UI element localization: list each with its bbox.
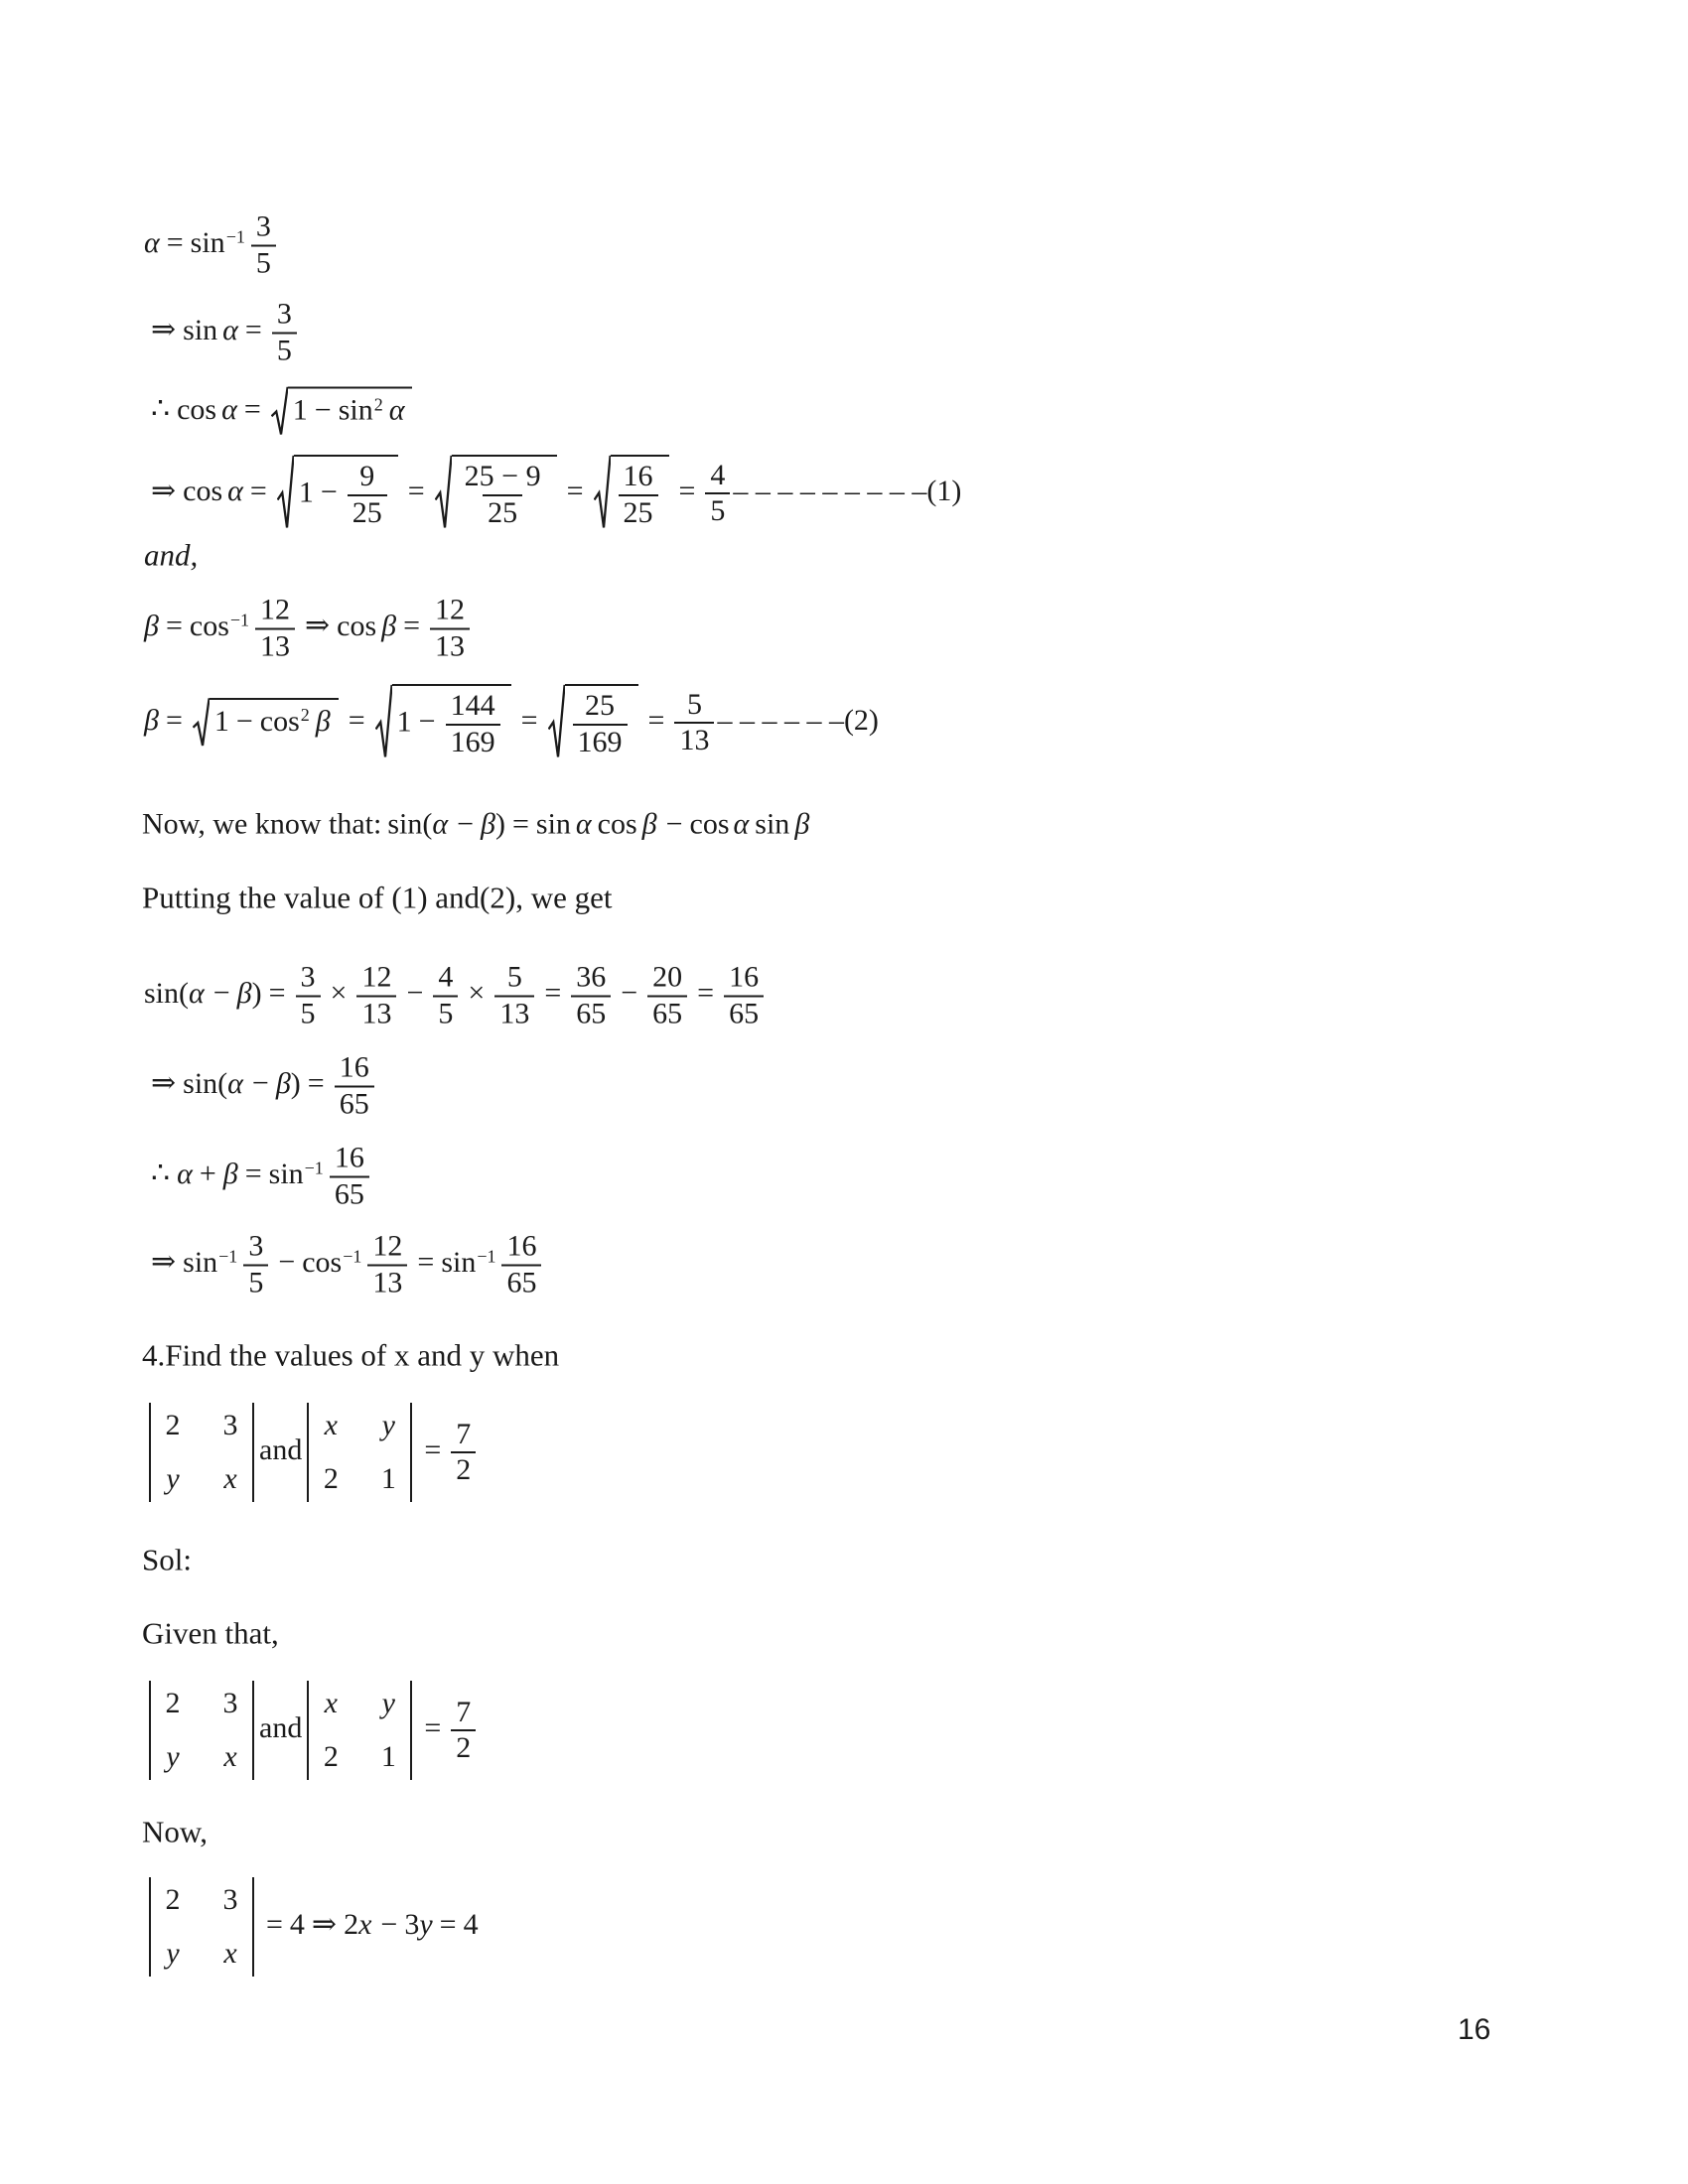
numerator: 4 [438,960,454,994]
math-operator: = [166,225,184,259]
math-variable: α [221,392,237,426]
math-variable: β [641,807,657,841]
math-superscript: −1 [225,226,245,247]
math-text: sin [268,1157,304,1190]
fraction [724,961,764,1031]
math-text: Now, we know that: [142,807,382,841]
text-and: and, [144,537,199,573]
math-variable: α [733,807,750,841]
math-variable: α [388,393,405,427]
math-text: cos [337,609,377,642]
numerator: 5 [506,960,522,994]
eq-det-solve [144,1877,479,1977]
determinant-cell: 3 [222,1409,238,1441]
math-superscript: −1 [218,1246,238,1267]
fraction [446,689,500,759]
math-text: sin( [144,976,189,1010]
denominator: 2 [451,1729,476,1766]
numerator: 12 [361,960,392,994]
determinant-cell: x [324,1409,338,1441]
math-variable: α [222,313,238,346]
numerator: 25 − 9 [464,460,541,492]
determinant-cell: y [166,1740,180,1773]
math-text: cos [302,1245,343,1279]
fraction [251,210,276,281]
numerator: 3 [276,297,292,331]
math-superscript: 2 [300,705,310,726]
text-now: Now, [142,1814,209,1849]
math-operator: − [380,1907,398,1941]
fraction [433,961,458,1031]
square-root [548,684,638,761]
math-variable: α [177,1157,193,1190]
denominator: 13 [356,995,396,1031]
math-superscript: −1 [229,610,250,630]
math-operator: = [424,1433,442,1466]
math-operator: ⇒ [151,1245,177,1279]
fraction [367,1230,407,1300]
math-operator: ⇒ [151,474,177,507]
radical-icon [548,684,565,761]
math-text: 3 [404,1907,420,1941]
denominator: 13 [367,1264,407,1300]
math-text: cos [177,392,217,426]
math-operator: = [244,313,262,346]
text-question-4: 4.Find the values of x and y when [142,1337,560,1373]
denominator: 65 [501,1264,541,1300]
square-root [277,455,398,532]
determinant-cell: 1 [380,1462,396,1495]
math-text: 1 [213,704,229,738]
square-root [271,387,413,438]
denominator: 13 [494,995,534,1031]
math-variable: α [189,976,205,1010]
math-operator: + [199,1157,216,1190]
fraction [619,460,658,530]
math-variable: β [315,704,331,738]
radicand [288,387,413,438]
math-text: sin [183,1245,218,1279]
radicand [611,455,669,532]
math-variable: x [358,1907,372,1941]
math-text: cos [183,474,223,507]
math-operator: ∴ [151,392,171,426]
math-text: sin [338,393,373,427]
line-identity [142,805,809,843]
text-sol: Sol: [142,1542,192,1577]
math-text: sin [441,1245,477,1279]
math-operator: = [424,1710,442,1744]
math-variable: y [419,1907,433,1941]
math-operator: = [243,392,261,426]
fraction [451,1418,476,1488]
math-superscript: 2 [373,394,383,415]
math-operator: = [544,976,562,1010]
math-operator: = [266,1907,283,1941]
eq-alpha-def [144,210,279,281]
fraction [330,1142,369,1212]
fraction [255,594,295,664]
eq-sin-alpha [144,298,300,368]
math-variable: β [144,609,159,642]
math-superscript: −1 [477,1246,496,1267]
denominator: 5 [251,244,276,281]
math-superscript: −1 [304,1158,324,1178]
fraction [705,459,730,529]
math-variable: β [481,807,495,841]
determinant-cell: 1 [380,1740,396,1773]
math-text: sin [190,225,225,259]
radical-icon [271,387,288,438]
math-operator: = [403,609,421,642]
denominator: 65 [724,995,764,1031]
text-given: Given that, [142,1615,279,1651]
fraction [335,1051,374,1122]
denominator: 65 [330,1175,369,1212]
denominator: 65 [647,995,687,1031]
math-text: ) [494,807,505,841]
math-text: and [259,1433,303,1466]
eq-beta-def [144,594,473,664]
math-text: cos [689,807,730,841]
radicand [452,455,557,532]
numerator: 36 [576,960,607,994]
math-operator: = [678,474,696,507]
numerator: 5 [686,687,702,721]
math-operator: = [566,474,584,507]
math-operator: − [665,807,683,841]
denominator: 25 [619,494,658,531]
fraction [356,961,396,1031]
math-text: 1 [298,476,314,509]
math-operator: = [647,703,665,737]
math-text: cos [189,609,229,642]
radicand [565,684,638,761]
determinant-cell: x [223,1740,237,1773]
radical-icon [375,684,392,761]
denominator: 65 [335,1085,374,1122]
numerator: 3 [248,1229,264,1263]
numerator: 16 [339,1050,369,1084]
determinant [149,1403,254,1502]
math-variable: β [236,976,252,1010]
denominator: 13 [430,627,470,664]
determinant [307,1681,412,1780]
math-variable: β [794,807,810,841]
numerator: 9 [359,460,375,492]
math-operator: = [697,976,715,1010]
eq-det-given-2 [144,1681,479,1780]
math-operator: − [235,704,253,738]
numerator: 3 [255,209,271,243]
math-variable: β [275,1066,291,1100]
radical-icon [435,455,452,532]
math-text: 2 [344,1907,359,1941]
determinant-cell: 2 [323,1462,339,1495]
denominator: 25 [348,494,387,531]
determinant-cell: 2 [165,1409,181,1441]
math-operator: ∴ [151,1157,171,1190]
numerator: 7 [456,1695,472,1728]
determinant-cell: x [324,1687,338,1719]
page-number: 16 [1458,2013,1491,2046]
denominator: 13 [674,722,714,758]
math-operator: − [320,476,338,509]
determinant [149,1877,254,1977]
fraction [243,1230,268,1300]
eq-beta-value [144,684,879,761]
math-operator: = [511,807,529,841]
math-operator: − [418,705,436,739]
math-text: – – – – – –(2) [717,703,879,737]
math-text: 4 [463,1907,479,1941]
math-variable: α [432,807,449,841]
math-text: 1 [292,393,308,427]
math-operator: = [165,703,183,737]
math-operator: = [407,474,425,507]
math-text: cos [597,807,637,841]
numerator: 144 [450,689,495,722]
eq-sin-diff-result [144,1051,377,1122]
determinant-cell: y [166,1937,180,1970]
math-operator: = [307,1066,325,1100]
denominator: 2 [451,1451,476,1488]
math-text: 1 [396,705,412,739]
fraction [571,961,611,1031]
math-text: 4 [289,1907,305,1941]
math-operator: − [212,976,230,1010]
denominator: 5 [433,995,458,1031]
math-operator: = [348,703,365,737]
math-operator: = [249,474,267,507]
eq-cos-value [144,455,961,532]
determinant-cell: 2 [165,1687,181,1719]
fraction [272,298,297,368]
math-operator: = [439,1907,457,1941]
fraction [674,688,714,758]
determinant-cell: 3 [222,1687,238,1719]
math-text: sin( [183,1066,228,1100]
eq-final [144,1230,544,1300]
numerator: 16 [623,460,653,492]
math-text: – – – – – – – – –(1) [733,474,962,507]
determinant-cell: x [223,1462,237,1495]
square-root [435,455,557,532]
fraction [460,460,546,530]
numerator: 12 [260,593,291,626]
math-variable: α [227,1066,243,1100]
math-operator: = [244,1157,262,1190]
fraction [647,961,687,1031]
denominator: 169 [446,724,500,760]
math-operator: − [314,393,332,427]
fraction [573,689,628,759]
eq-det-given-1 [144,1403,479,1502]
determinant-cell: y [381,1409,395,1441]
determinant-cell: y [381,1687,395,1719]
math-variable: α [144,225,160,259]
math-variable: β [381,609,397,642]
radicand [392,684,511,761]
math-operator: × [468,976,486,1010]
text-putting: Putting the value of (1) and(2), we get [142,880,613,915]
fraction [451,1696,476,1766]
math-operator: ⇒ [151,313,177,346]
math-operator: − [278,1245,296,1279]
fraction [296,961,321,1031]
math-operator: ⇒ [311,1907,338,1941]
math-variable: α [227,474,243,507]
numerator: 16 [506,1229,537,1263]
eq-sin-diff-calc [144,961,767,1031]
math-operator: = [165,609,183,642]
math-operator: ⇒ [305,609,331,642]
math-superscript: −1 [343,1246,362,1267]
math-operator: = [520,703,538,737]
math-text: sin [183,313,218,346]
math-text: sin [535,807,571,841]
radical-icon [594,455,611,532]
numerator: 20 [652,960,683,994]
denominator: 5 [243,1264,268,1300]
math-text: cos [259,704,300,738]
math-text: sin [755,807,790,841]
math-text: sin( [387,807,433,841]
fraction [494,961,534,1031]
denominator: 5 [705,492,730,529]
radical-icon [277,455,294,532]
square-root [375,684,511,761]
math-text: and [259,1710,303,1744]
fraction [430,594,470,664]
math-operator: − [251,1066,269,1100]
denominator: 5 [272,332,297,368]
denominator: 169 [573,724,628,760]
denominator: 13 [255,627,295,664]
fraction [501,1230,541,1300]
math-text: ) [251,976,262,1010]
numerator: 16 [729,960,760,994]
denominator: 65 [571,995,611,1031]
determinant-cell: y [166,1462,180,1495]
denominator: 25 [483,494,522,531]
square-root [594,455,669,532]
determinant [307,1403,412,1502]
radicand [210,698,339,749]
math-variable: β [222,1157,238,1190]
determinant-cell: 3 [222,1883,238,1916]
eq-cos-identity [144,387,415,438]
denominator: 5 [296,995,321,1031]
math-operator: − [457,807,475,841]
math-operator: = [268,976,286,1010]
numerator: 3 [300,960,316,994]
radical-icon [193,698,210,749]
numerator: 12 [372,1229,403,1263]
math-operator: × [330,976,348,1010]
math-operator: = [417,1245,435,1279]
numerator: 12 [435,593,466,626]
determinant [149,1681,254,1780]
determinant-cell: x [223,1937,237,1970]
determinant-cell: 2 [323,1740,339,1773]
eq-alpha-plus-beta [144,1142,372,1212]
square-root [193,698,339,749]
math-variable: β [144,703,159,737]
numerator: 4 [710,458,726,491]
determinant-cell: 2 [165,1883,181,1916]
math-operator: − [406,976,424,1010]
math-operator: − [621,976,638,1010]
numerator: 16 [334,1141,364,1174]
numerator: 25 [585,689,616,722]
numerator: 7 [456,1417,472,1450]
radicand [294,455,398,532]
fraction [348,460,387,530]
math-variable: α [575,807,592,841]
math-text: ) [290,1066,301,1100]
math-operator: ⇒ [151,1066,177,1100]
